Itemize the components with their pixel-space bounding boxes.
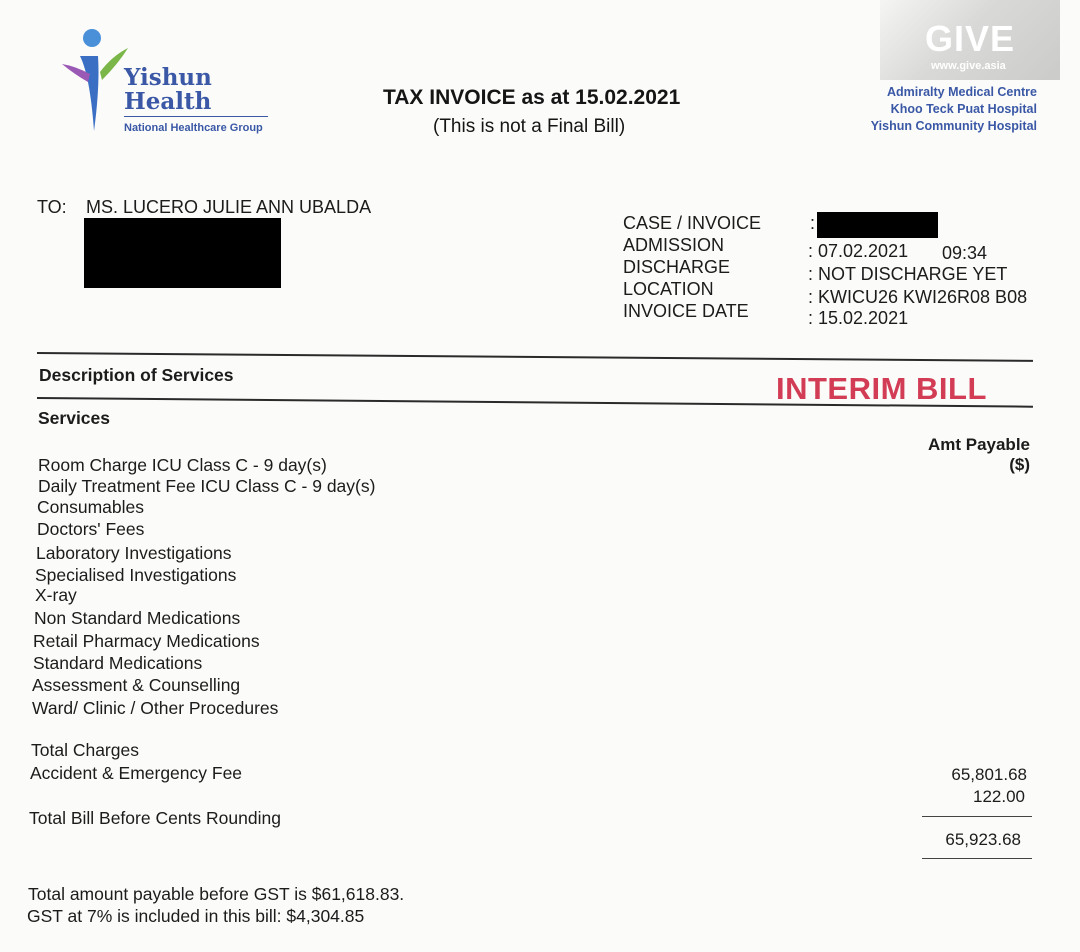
services-header: Services bbox=[38, 408, 111, 428]
logo-rule bbox=[124, 116, 268, 117]
list-item: Standard Medications bbox=[33, 653, 203, 673]
amount-header-line1: Amt Payable bbox=[927, 435, 1030, 454]
total-charges-label: Total Charges bbox=[31, 740, 139, 760]
admission-time: 09:34 bbox=[942, 243, 988, 263]
list-item: Consumables bbox=[37, 497, 144, 517]
accident-emergency-label: Accident & Emergency Fee bbox=[30, 763, 243, 783]
yishun-health-logo bbox=[60, 26, 280, 141]
interim-bill-stamp: INTERIM BILL bbox=[776, 371, 987, 406]
list-item: Retail Pharmacy Medications bbox=[33, 631, 260, 651]
list-item: Non Standard Medications bbox=[34, 608, 241, 628]
discharge-value: : NOT DISCHARGE YET bbox=[808, 264, 1008, 284]
list-item: Assessment & Counselling bbox=[32, 675, 241, 695]
location-value: : KWICU26 KWI26R08 B08 bbox=[808, 287, 1028, 307]
description-header: Description of Services bbox=[39, 365, 234, 385]
accident-emergency-amount: 122.00 bbox=[973, 787, 1025, 806]
subtotal-rule bbox=[922, 816, 1032, 817]
hospital-name: Admiralty Medical Centre bbox=[886, 85, 1037, 99]
total-bill-amount: 65,923.68 bbox=[945, 830, 1021, 849]
total-charges-amount: 65,801.68 bbox=[951, 765, 1027, 784]
list-item: X-ray bbox=[35, 585, 77, 605]
logo-subtitle: National Healthcare Group bbox=[124, 122, 263, 134]
list-item: Room Charge ICU Class C - 9 day(s) bbox=[38, 455, 327, 475]
give-url: www.give.asia bbox=[931, 60, 1006, 72]
list-item: Doctors' Fees bbox=[37, 519, 145, 539]
logo-line2: Health bbox=[124, 88, 212, 115]
logo-figure-icon bbox=[60, 26, 130, 136]
invoice-title: TAX INVOICE as at 15.02.2021 bbox=[383, 86, 681, 109]
logo-line1: Yishun bbox=[124, 64, 212, 91]
amount-header-line2: ($) bbox=[1009, 455, 1030, 474]
footer-line1: Total amount payable before GST is $61,618.83. bbox=[28, 884, 405, 904]
invoice-subtitle: (This is not a Final Bill) bbox=[433, 116, 626, 137]
footer-line2: GST at 7% is included in this bill: $4,304.85 bbox=[27, 906, 365, 926]
admission-date: : 07.02.2021 bbox=[808, 241, 909, 261]
discharge-label: DISCHARGE bbox=[623, 257, 731, 277]
list-item: Specialised Investigations bbox=[35, 565, 237, 585]
case-invoice-colon: : bbox=[810, 213, 816, 233]
hospital-list bbox=[817, 84, 1037, 135]
give-logo: GIVE bbox=[925, 18, 1016, 59]
list-item: Laboratory Investigations bbox=[36, 543, 232, 563]
amount-header bbox=[880, 435, 1030, 475]
list-item: Ward/ Clinic / Other Procedures bbox=[32, 698, 279, 718]
hospital-name: Khoo Teck Puat Hospital bbox=[890, 102, 1037, 116]
redacted-address bbox=[84, 218, 281, 288]
total-rule bbox=[922, 858, 1032, 859]
list-item: Daily Treatment Fee ICU Class C - 9 day(s) bbox=[38, 476, 376, 496]
case-labels bbox=[623, 212, 761, 322]
redacted-case-number bbox=[817, 212, 938, 238]
patient-name: MS. LUCERO JULIE ANN UBALDA bbox=[86, 197, 372, 217]
hospital-name: Yishun Community Hospital bbox=[870, 119, 1037, 133]
case-invoice-label: CASE / INVOICE bbox=[623, 213, 762, 233]
total-bill-label: Total Bill Before Cents Rounding bbox=[29, 808, 281, 828]
invoice-date-value: : 15.02.2021 bbox=[808, 308, 909, 328]
admission-label: ADMISSION bbox=[623, 235, 725, 255]
location-label: LOCATION bbox=[623, 279, 714, 299]
invoice-date-label: INVOICE DATE bbox=[623, 301, 749, 321]
to-label: TO: bbox=[37, 197, 67, 217]
top-rule bbox=[37, 352, 1033, 362]
